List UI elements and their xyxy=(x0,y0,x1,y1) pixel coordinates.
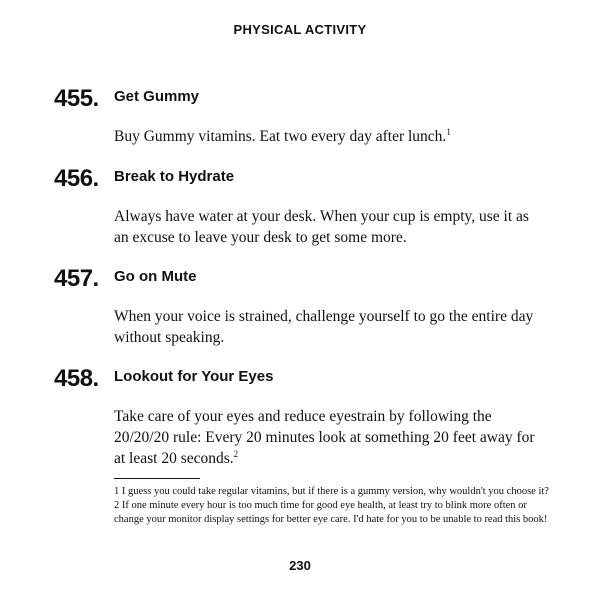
entry-458 xyxy=(54,364,554,469)
entry-number: 456. xyxy=(54,165,99,192)
footnote-divider xyxy=(114,478,200,479)
entry-text: Buy Gummy vitamins. Eat two every day after lunch. xyxy=(114,128,447,145)
footnotes xyxy=(114,485,554,527)
entry-body xyxy=(114,406,542,469)
entry-title: Lookout for Your Eyes xyxy=(114,368,274,385)
entry-title: Go on Mute xyxy=(114,268,197,285)
entry-title: Get Gummy xyxy=(114,88,200,105)
entry-heading xyxy=(54,364,554,394)
entry-body xyxy=(114,306,542,348)
entry-456 xyxy=(54,164,554,248)
page-number: 230 xyxy=(289,558,311,573)
entry-heading xyxy=(54,264,554,294)
entry-body xyxy=(114,126,542,147)
footnote-1: 1 I guess you could take regular vitamins, but if there is a gummy version, why wouldn't you choose it? xyxy=(114,486,549,497)
footnote-marker: 2 xyxy=(233,448,239,459)
entry-number: 458. xyxy=(54,365,99,392)
entry-title: Break to Hydrate xyxy=(114,168,235,185)
entry-457 xyxy=(54,264,554,348)
footnote-2: 2 If one minute every hour is too much time for good eye health, at least try to blink more often or change your monitor display settings for better eye care. I'd hate for you to be unable to read this book! xyxy=(114,500,548,525)
entry-heading xyxy=(54,84,554,114)
entry-heading xyxy=(54,164,554,194)
entry-number: 455. xyxy=(54,85,99,112)
entry-455 xyxy=(54,84,554,147)
entry-text: Always have water at your desk. When your cup is empty, use it as an excuse to leave your desk to get some more. xyxy=(114,208,529,246)
entry-number: 457. xyxy=(54,265,99,292)
running-header: PHYSICAL ACTIVITY xyxy=(233,22,367,37)
entry-body xyxy=(114,206,542,248)
entry-text: When your voice is strained, challenge yourself to go the entire day without speaking. xyxy=(114,308,534,346)
entry-text: Take care of your eyes and reduce eyestrain by following the 20/20/20 rule: Every 20 minutes look at something 20 feet away for at least 20 seconds. xyxy=(114,408,535,467)
footnote-marker: 1 xyxy=(446,126,451,137)
